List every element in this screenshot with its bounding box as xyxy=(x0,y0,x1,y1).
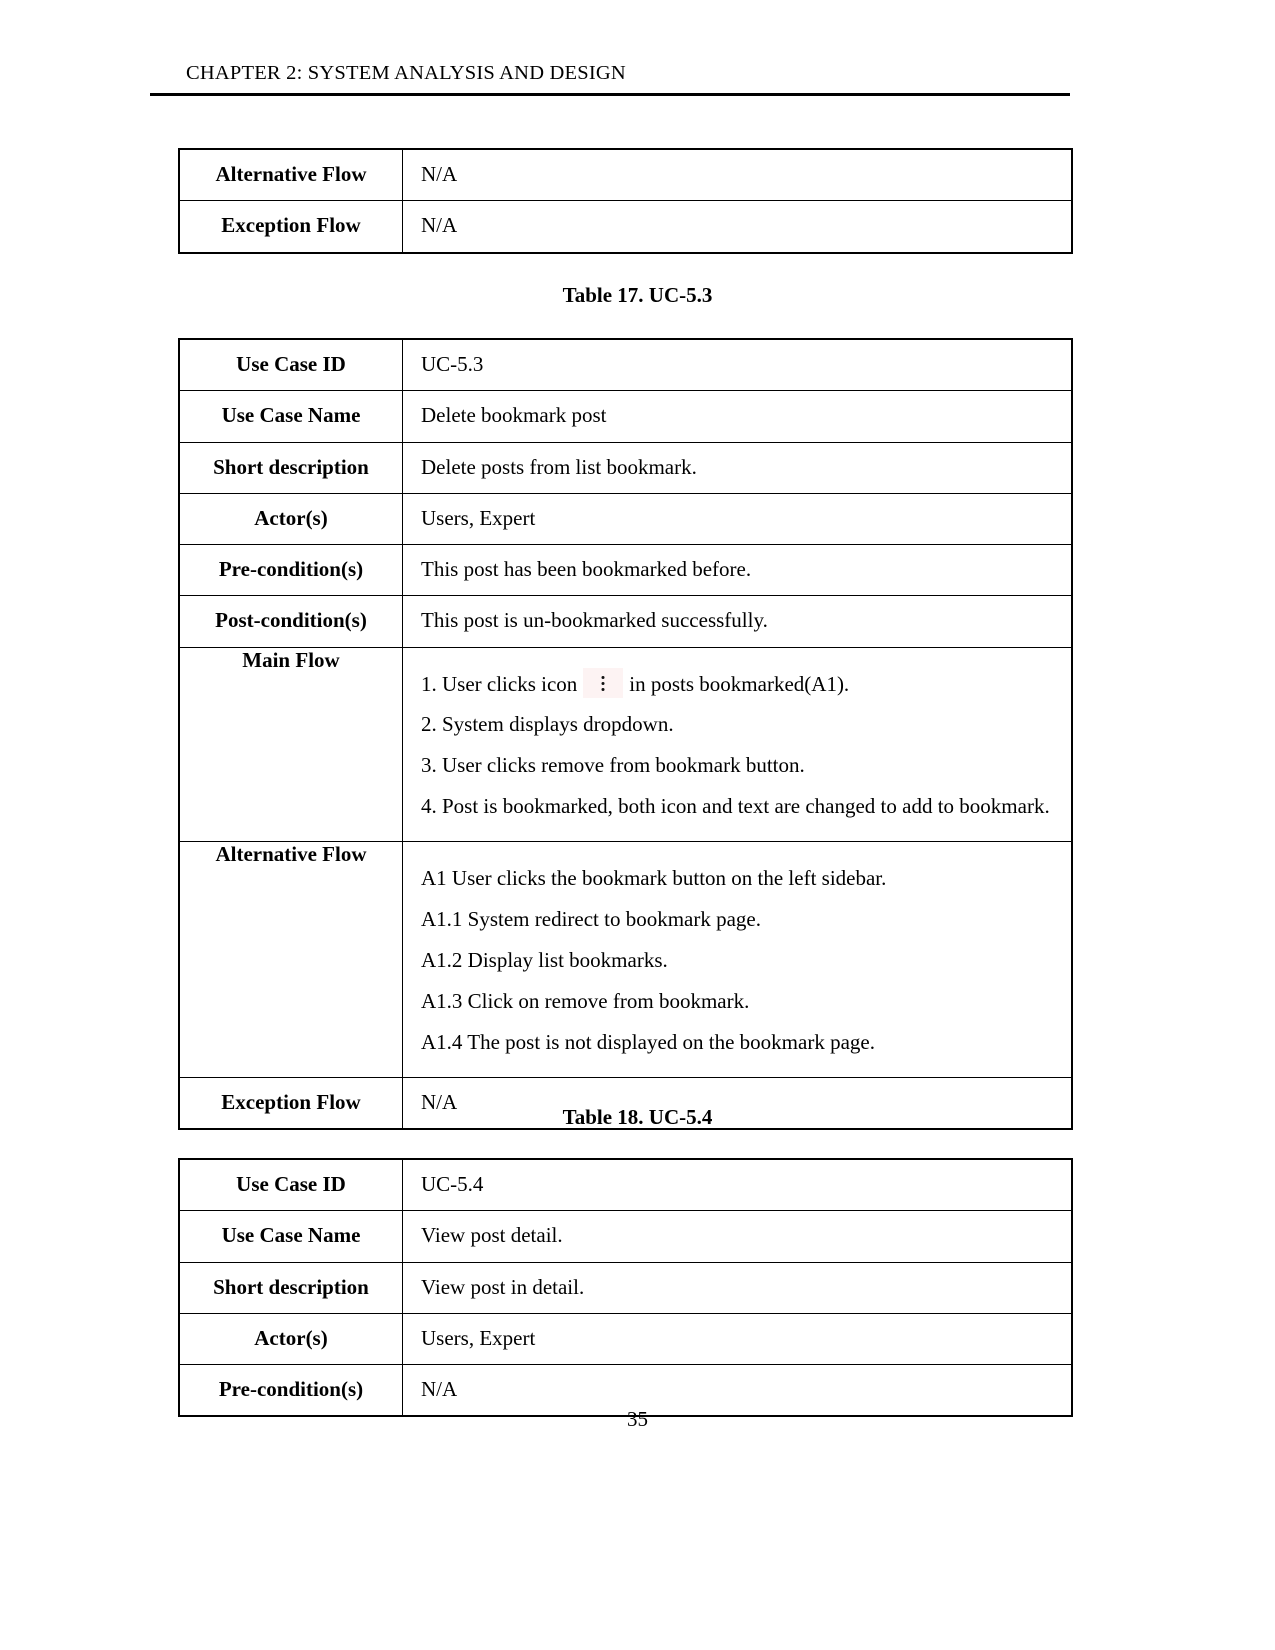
alternative-flow-step-a1-2: A1.2 Display list bookmarks. xyxy=(421,948,668,973)
table-row xyxy=(179,201,1072,253)
row-label-cell xyxy=(179,1262,403,1313)
row-value: Delete bookmark post xyxy=(421,403,607,428)
row-value-cell xyxy=(403,1159,1073,1211)
table-row xyxy=(179,149,1072,201)
row-label: Actor(s) xyxy=(254,505,328,530)
row-label-cell xyxy=(179,149,403,201)
row-value-cell xyxy=(403,545,1073,596)
row-label: Use Case Name xyxy=(221,1223,361,1248)
row-value-cell xyxy=(403,1262,1073,1313)
row-label: Alternative Flow xyxy=(215,162,367,186)
row-value-cell xyxy=(403,442,1073,493)
main-flow-label: Main Flow xyxy=(179,647,403,842)
row-label-cell xyxy=(179,1211,403,1262)
row-label-cell xyxy=(179,391,403,442)
row-label: Short description xyxy=(213,1274,369,1299)
alternative-flow-steps xyxy=(403,842,1071,1077)
row-label-cell xyxy=(179,545,403,596)
caption-table-17: Table 17. UC-5.3 xyxy=(562,283,713,307)
row-label-cell xyxy=(179,1159,403,1211)
row-value-cell xyxy=(403,339,1073,391)
table-row xyxy=(179,596,1072,647)
row-value-cell xyxy=(403,596,1073,647)
table-row xyxy=(179,339,1072,391)
row-value: N/A xyxy=(421,162,458,186)
row-label-cell xyxy=(179,339,403,391)
row-label: Actor(s) xyxy=(254,1325,328,1350)
row-label-cell xyxy=(179,442,403,493)
row-label: Use Case ID xyxy=(236,352,346,376)
alternative-flow-step-a1-3: A1.3 Click on remove from bookmark. xyxy=(421,989,750,1014)
alternative-flow-step-a1-1: A1.1 System redirect to bookmark page. xyxy=(421,907,761,932)
row-label: Use Case Name xyxy=(221,403,361,428)
main-flow-value-cell xyxy=(403,647,1073,842)
kebab-menu-icon xyxy=(583,668,623,698)
table-row xyxy=(179,493,1072,544)
row-value: This post has been bookmarked before. xyxy=(421,557,752,581)
main-flow-step-2: 2. System displays dropdown. xyxy=(421,712,674,737)
alternative-flow-label: Alternative Flow xyxy=(179,842,403,1078)
alternative-flow-step-a1: A1 User clicks the bookmark button on the left sidebar. xyxy=(421,866,887,891)
row-value: UC-5.4 xyxy=(421,1172,484,1196)
row-value-cell xyxy=(403,391,1073,442)
row-value: View post detail. xyxy=(421,1223,563,1248)
row-label-cell xyxy=(179,1313,403,1364)
table-row-alternative-flow xyxy=(179,842,1072,1078)
row-label: Post-condition(s) xyxy=(215,608,367,633)
row-value: This post is un-bookmarked successfully. xyxy=(421,608,768,633)
row-value-cell xyxy=(403,201,1073,253)
running-header-text: CHAPTER 2: SYSTEM ANALYSIS AND DESIGN xyxy=(186,62,626,84)
table-row xyxy=(179,1159,1072,1211)
main-flow-step-1-suffix: in posts bookmarked(A1). xyxy=(629,671,850,696)
table-row-main-flow xyxy=(179,647,1072,842)
row-value: View post in detail. xyxy=(421,1274,585,1299)
row-label: Use Case ID xyxy=(236,1172,346,1196)
row-value: Users, Expert xyxy=(421,1325,536,1350)
row-value: UC-5.3 xyxy=(421,352,484,376)
main-flow-step-1-prefix: 1. User clicks icon xyxy=(421,671,578,696)
row-value: Users, Expert xyxy=(421,505,536,530)
row-label-cell xyxy=(179,201,403,253)
exception-flow-value: N/A xyxy=(421,1089,458,1114)
row-value-cell xyxy=(403,149,1073,201)
main-flow-step-4: 4. Post is bookmarked, both icon and text are changed to add to bookmark. xyxy=(421,794,1050,819)
header-divider xyxy=(150,93,1070,96)
table-row xyxy=(179,391,1072,442)
main-flow-step-3: 3. User clicks remove from bookmark button. xyxy=(421,753,805,778)
table-row xyxy=(179,545,1072,596)
page-number: 35 xyxy=(627,1407,648,1431)
row-label-cell xyxy=(179,493,403,544)
table-row xyxy=(179,1262,1072,1313)
main-flow-steps xyxy=(403,648,1071,842)
row-label: Exception Flow xyxy=(221,213,361,238)
row-label: Pre-condition(s) xyxy=(218,1377,364,1401)
use-case-table-17 xyxy=(178,338,1073,1130)
alternative-flow-value-cell xyxy=(403,842,1073,1078)
row-value: N/A xyxy=(421,1377,458,1401)
table-row xyxy=(179,1211,1072,1262)
row-value: Delete posts from list bookmark. xyxy=(421,454,697,479)
row-value-cell xyxy=(403,493,1073,544)
running-header xyxy=(150,62,1070,96)
use-case-table-18 xyxy=(178,1158,1073,1417)
table-row xyxy=(179,442,1072,493)
row-label-cell xyxy=(179,596,403,647)
row-value: N/A xyxy=(421,213,458,238)
alternative-flow-step-a1-4: A1.4 The post is not displayed on the bookmark page. xyxy=(421,1030,875,1054)
use-case-table-continuation xyxy=(178,148,1073,254)
row-label: Short description xyxy=(213,454,369,479)
row-value-cell xyxy=(403,1211,1073,1262)
table-row xyxy=(179,1313,1072,1364)
row-value-cell xyxy=(403,1313,1073,1364)
row-label: Pre-condition(s) xyxy=(218,557,364,581)
exception-flow-label: Exception Flow xyxy=(221,1089,361,1114)
caption-table-18: Table 18. UC-5.4 xyxy=(562,1105,713,1129)
main-flow-step-1 xyxy=(421,664,1061,705)
